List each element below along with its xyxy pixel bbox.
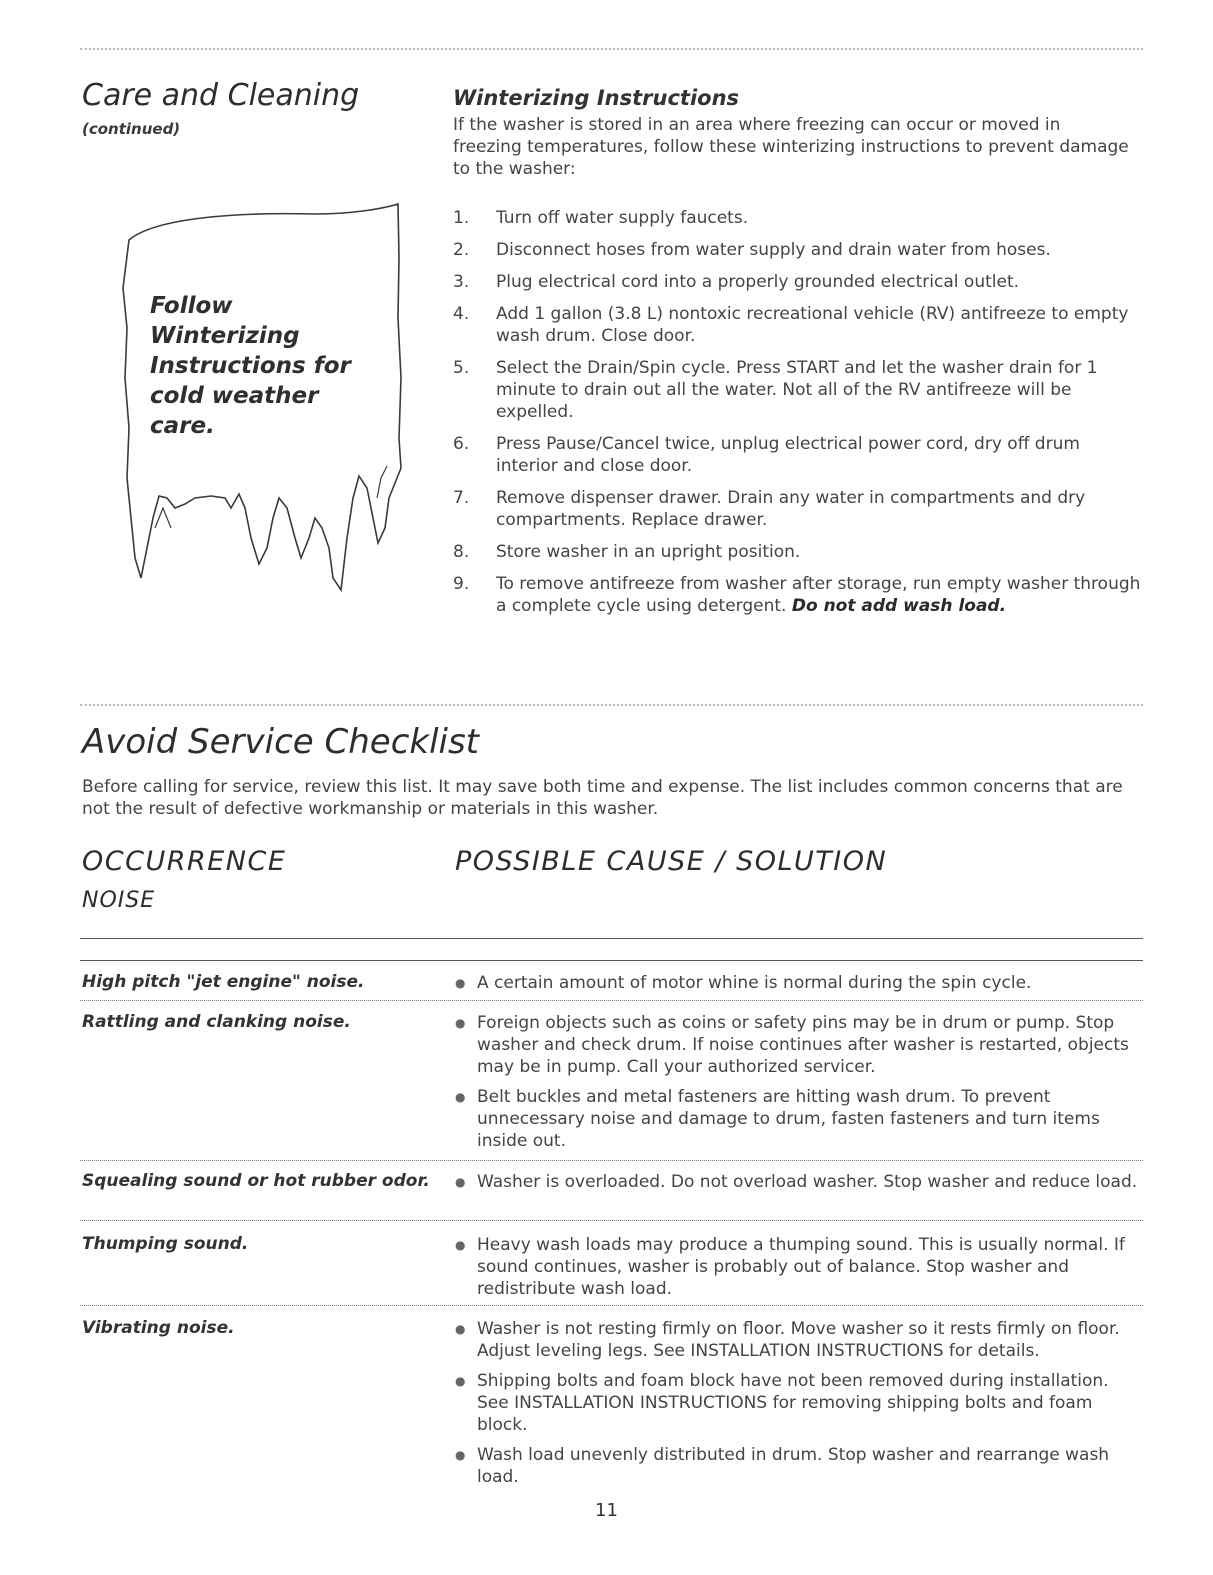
bullet-icon: ● — [455, 1448, 466, 1462]
column-header-occurrence: OCCURRENCE — [82, 846, 287, 877]
header-rule — [80, 938, 1143, 939]
section-title-care: Care and Cleaning — [82, 78, 360, 113]
winterizing-intro: If the washer is stored in an area where freezing can occur or moved in freezing temperatures, follow these winterizing instructions to prevent damage to the washer: — [453, 115, 1129, 179]
list-item: ● Heavy wash loads may produce a thumping sound. This is usually normal. If sound continues, washer is probably out of balance. Stop washer and redistribute wash load. — [455, 1235, 1125, 1299]
header-rule — [80, 960, 1143, 961]
bullet-icon: ● — [455, 1238, 466, 1252]
row-divider — [80, 1305, 1143, 1306]
bullet-icon: ● — [455, 1175, 466, 1189]
category-heading: NOISE — [82, 888, 156, 913]
occurrence-label: Rattling and clanking noise. — [82, 1012, 351, 1032]
row-divider — [80, 1220, 1143, 1221]
bullet-icon: ● — [455, 1090, 466, 1104]
list-item: ● Belt buckles and metal fasteners are hitting wash drum. To prevent unnecessary noise and damage to drum, fasten fasteners and turn items inside out. — [455, 1087, 1100, 1151]
continued-label: (continued) — [82, 120, 181, 138]
row-divider — [80, 1000, 1143, 1001]
row-divider — [80, 1160, 1143, 1161]
list-item: 5. Select the Drain/Spin cycle. Press START and let the washer drain for 1 minute to drain out all the water. Not all of the RV antifreeze will be expelled. — [453, 358, 1098, 422]
list-item: 7. Remove dispenser drawer. Drain any water in compartments and dry compartments. Replace drawer. — [453, 488, 1086, 530]
winterizing-steps — [453, 207, 1143, 627]
list-item: 4. Add 1 gallon (3.8 L) nontoxic recreational vehicle (RV) antifreeze to empty wash drum. Close door. — [453, 304, 1129, 346]
occurrence-label: High pitch "jet engine" noise. — [82, 972, 365, 992]
top-divider — [80, 48, 1143, 50]
list-item: ● Washer is overloaded. Do not overload washer. Stop washer and reduce load. — [455, 1172, 1138, 1192]
list-item: ● Wash load unevenly distributed in drum. Stop washer and rearrange wash load. — [455, 1445, 1110, 1487]
list-item: 8. Store washer in an upright position. — [453, 542, 801, 562]
occurrence-label: Vibrating noise. — [82, 1318, 235, 1338]
page-number: 11 — [595, 1500, 618, 1521]
bullet-icon: ● — [455, 1322, 466, 1336]
occurrence-label: Thumping sound. — [82, 1234, 249, 1254]
checklist-intro: Before calling for service, review this list. It may save both time and expense. The list includes common concerns that are not the result of defective workmanship or materials in this washer. — [82, 777, 1123, 819]
table-row — [455, 972, 1145, 1002]
list-item: ● Shipping bolts and foam block have not been removed during installation. See INSTALLATION INSTRUCTIONS for removing shipping bolts and foam block. — [455, 1371, 1109, 1435]
list-item: 1. Turn off water supply faucets. — [453, 208, 749, 228]
occurrence-label: Squealing sound or hot rubber odor. — [82, 1171, 430, 1191]
list-item: 2. Disconnect hoses from water supply and drain water from hoses. — [453, 240, 1051, 260]
list-item: ● A certain amount of motor whine is normal during the spin cycle. — [455, 973, 1032, 993]
bullet-icon: ● — [455, 1374, 466, 1388]
callout-text: Follow Winterizing Instructions for cold weather care. — [150, 293, 351, 439]
list-item: 6. Press Pause/Cancel twice, unplug electrical power cord, dry off drum interior and close door. — [453, 434, 1080, 476]
section-title-checklist: Avoid Service Checklist — [82, 722, 480, 762]
emphasis-text: Do not add wash load. — [791, 596, 1007, 616]
bullet-icon: ● — [455, 1016, 466, 1030]
table-row — [455, 1234, 1145, 1308]
list-item: ● Foreign objects such as coins or safety pins may be in drum or pump. Stop washer and check drum. If noise continues after washer is restarted, objects may be in pump. Call your authorized servicer. — [455, 1013, 1129, 1077]
winterizing-title: Winterizing Instructions — [453, 86, 740, 110]
list-item: ● Washer is not resting firmly on floor. Move washer so it rests firmly on floor. Adjust leveling legs. See INSTALLATION INSTRUCTIONS for details. — [455, 1319, 1120, 1361]
column-header-solution: POSSIBLE CAUSE / SOLUTION — [455, 846, 888, 877]
table-row — [455, 1318, 1145, 1496]
table-row — [455, 1012, 1145, 1160]
bullet-icon: ● — [455, 976, 466, 990]
table-row — [455, 1171, 1145, 1201]
list-item: 3. Plug electrical cord into a properly grounded electrical outlet. — [453, 272, 1020, 292]
middle-divider — [80, 704, 1143, 706]
list-item: 9. To remove antifreeze from washer after storage, run empty washer through a complete cycle using detergent. Do not add wash load. — [453, 574, 1141, 616]
